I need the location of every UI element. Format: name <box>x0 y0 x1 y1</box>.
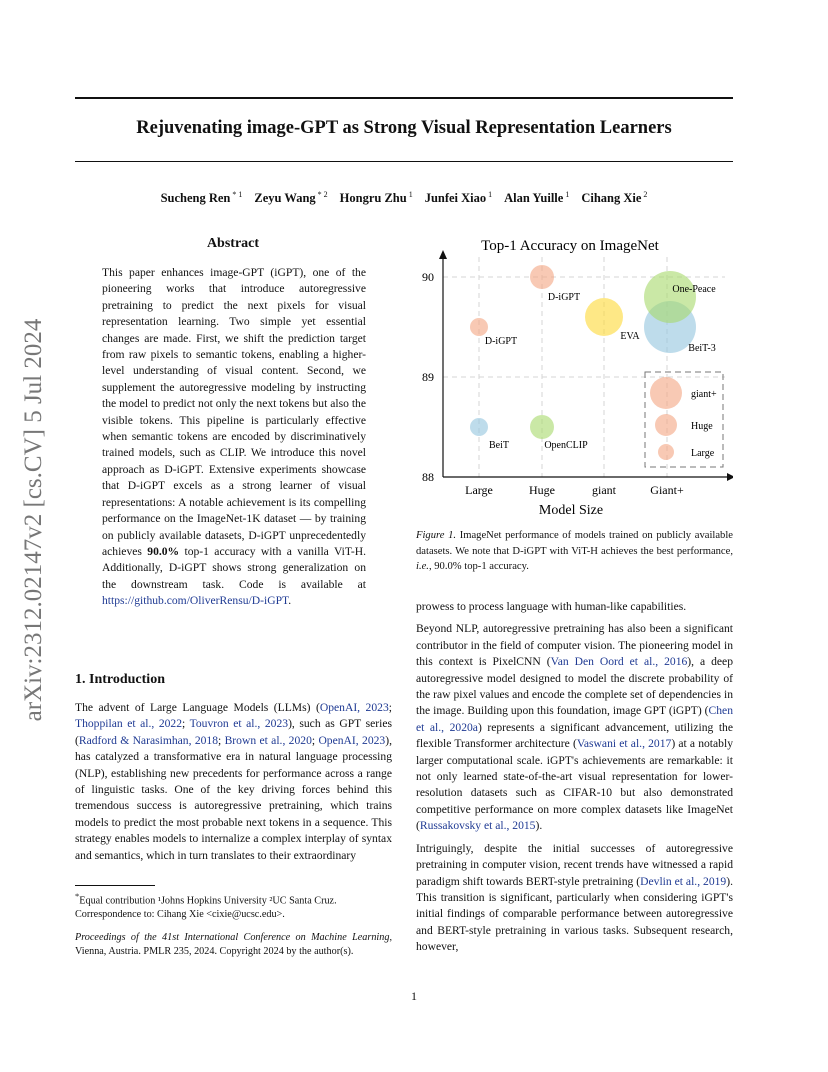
data-label: EVA <box>620 331 640 342</box>
citation-link[interactable]: Devlin et al., 2019 <box>640 874 727 888</box>
citation-link[interactable]: OpenAI, 2023 <box>318 733 386 747</box>
paragraph: prowess to process language with human-like capabilities. <box>416 600 687 613</box>
x-tick-label: Huge <box>529 483 555 497</box>
paragraph: Intriguingly, despite the initial successes of autoregressive pretraining in computer vision, recent trends have witnessed a rapid paradigm shift towards BERT-style pretraining (Devlin et al., 2019). This transition is significant, particularly when considering iGPT's initial findings of comparable performance between autoregressive and BERT-style pretraining in various tasks. Subsequent research, however, <box>416 841 733 954</box>
citation-link[interactable]: Brown et al., 2020 <box>224 733 312 747</box>
y-axis-arrow <box>439 250 447 259</box>
y-tick-label: 90 <box>422 270 434 284</box>
y-tick-label: 89 <box>422 370 434 384</box>
data-label: BeiT <box>489 440 509 451</box>
citation-link[interactable]: Thoppilan et al., 2022 <box>75 717 183 731</box>
data-point <box>470 318 488 336</box>
legend-label: Huge <box>691 421 713 432</box>
footnote: *Equal contribution ¹Johns Hopkins University ²UC Santa Cruz. Correspondence to: Cihang Xie <cixie@ucsc.edu>. <box>75 891 337 921</box>
x-tick-label: Large <box>465 483 493 497</box>
author-name: Cihang Xie $^2$ <box>581 190 648 206</box>
accuracy-chart <box>400 230 733 522</box>
top-rule <box>75 97 733 99</box>
right-column-text <box>416 599 733 962</box>
data-label: D-iGPT <box>484 336 518 347</box>
accuracy-highlight: 90.0% <box>147 544 180 558</box>
legend-label: Large <box>691 448 715 459</box>
section-heading-introduction: 1. Introduction <box>75 672 165 687</box>
legend-marker <box>655 414 677 436</box>
data-point <box>644 271 696 323</box>
page-number: 1 <box>411 989 417 1003</box>
code-link[interactable]: https://github.com/OliverRensu/D-iGPT <box>102 594 289 608</box>
paragraph: Beyond NLP, autoregressive pretraining has also been a significant contributor in the field of computer vision. The pioneering model in this context is PixelCNN (Van Den Oord et al., 2016), a deep autoregressive model designed to model the discrete probability of the raw pixel values and encode the complete set of dependencies in the image. Building upon this foundation, image GPT (iGPT) (Chen et al., 2020a) represents a significant advancement, utilizing the flexible Transformer architecture (Vaswani et al., 2017) at a notably larger computational scale. iGPT's achievements are remarkable: it not only learned state-of-the-art visual representation for lower-resolution datasets such as CIFAR-10 but also demonstrated competitive performance on more complex datasets like ImageNet (Russakovsky et al., 2015). <box>416 622 734 833</box>
data-label: BeiT-3 <box>688 343 716 354</box>
citation-link[interactable]: Van Den Oord et al., 2016 <box>550 655 688 669</box>
author-name: Sucheng Ren $^{* 1}$ <box>160 190 243 206</box>
legend-label: giant+ <box>691 389 717 400</box>
legend-marker <box>650 377 682 409</box>
author-name: Alan Yuille $^1$ <box>504 190 570 206</box>
author-list <box>75 190 733 206</box>
abstract-text: This paper enhances image-GPT (iGPT), one of the pioneering works that introduce autoregressive pretraining to predict the next pixels for visual representation learning. Two simple yet essential changes are made. First, we shift the prediction target from raw pixels to semantic tokens, enabling a higher-level understanding of visual content. Second, we supplement the autoregressive modeling by instructing the model to predict not only the next tokens but also the visible tokens. This pipeline is particularly effective when semantic tokens are encoded by discriminatively trained models, such as CLIP. We introduce this novel approach as D-iGPT. Extensive experiments showcase that D-iGPT excels as a strong learner of visual representations: A notable achievement is its compelling performance on the ImageNet-1K dataset — by training on publicly available datasets, D-iGPT unprecedentedly achieves 90.0% top-1 accuracy with a vanilla ViT-H. Additionally, D-iGPT shows strong generalization on the downstream task. Code is available at https://github.com/OliverRensu/D-iGPT. <box>102 266 366 608</box>
author-name: Zeyu Wang $^{* 2}$ <box>254 190 328 206</box>
author-name: Hongru Zhu $^1$ <box>339 190 413 206</box>
author-name: Junfei Xiao $^1$ <box>424 190 493 206</box>
data-point <box>530 265 554 289</box>
data-point <box>530 415 554 439</box>
arxiv-stamp[interactable]: arXiv:2312.02147v2 [cs.CV] 5 Jul 2024 <box>20 318 47 722</box>
abstract-heading: Abstract <box>206 236 260 251</box>
footnote-rule <box>75 885 155 886</box>
legend-marker <box>658 444 674 460</box>
data-label: One-Peace <box>672 284 716 295</box>
data-label: OpenCLIP <box>544 440 588 451</box>
data-point <box>585 298 623 336</box>
proceedings-note: Proceedings of the 41st International Conference on Machine Learning, Vienna, Austria. PMLR 235, 2024. Copyright 2024 by the author(s). <box>75 932 392 958</box>
figure-caption: Figure 1. ImageNet performance of models trained on publicly available datasets. We note that D-iGPT with ViT-H achieves the best performance, i.e., 90.0% top-1 accuracy. <box>416 530 733 572</box>
chart-title: Top-1 Accuracy on ImageNet <box>481 238 659 254</box>
citation-link[interactable]: OpenAI, 2023 <box>319 701 389 714</box>
citation-link[interactable]: Vaswani et al., 2017 <box>576 737 672 751</box>
citation-link[interactable]: Russakovsky et al., 2015 <box>419 819 536 833</box>
introduction-text: The advent of Large Language Models (LLMs) (OpenAI, 2023; Thoppilan et al., 2022; Touvron et al., 2023), such as GPT series (Radford & Narasimhan, 2018; Brown et al., 2020; OpenAI, 2023), has catalyzed a transformative era in natural language processing (NLP), establishing new precedents for performance across a range of linguistic tasks. One of the key driving forces behind this tremendous success is autoregressive pretraining, which trains models to predict the most probable next tokens in a sequence. This strategy enables models to internalize a complex interplay of syntax and semantics, which in turn translates to their extraordinary <box>75 701 393 862</box>
citation-link[interactable]: Touvron et al., 2023 <box>189 717 289 731</box>
paper-title: Rejuvenating image-GPT as Strong Visual Representation Learners <box>136 118 672 138</box>
data-label: D-iGPT <box>547 292 581 303</box>
chart-x-axis-label: Model Size <box>538 503 604 518</box>
x-tick-label: giant <box>592 483 616 497</box>
x-tick-label: Giant+ <box>650 483 684 497</box>
citation-link[interactable]: Radford & Narasimhan, 2018 <box>78 733 219 747</box>
x-axis-arrow <box>727 473 733 481</box>
data-point <box>470 418 488 436</box>
y-tick-label: 88 <box>422 470 434 484</box>
title-bottom-rule <box>75 161 733 162</box>
citation-link[interactable]: Chen et al., 2020a <box>416 704 733 734</box>
